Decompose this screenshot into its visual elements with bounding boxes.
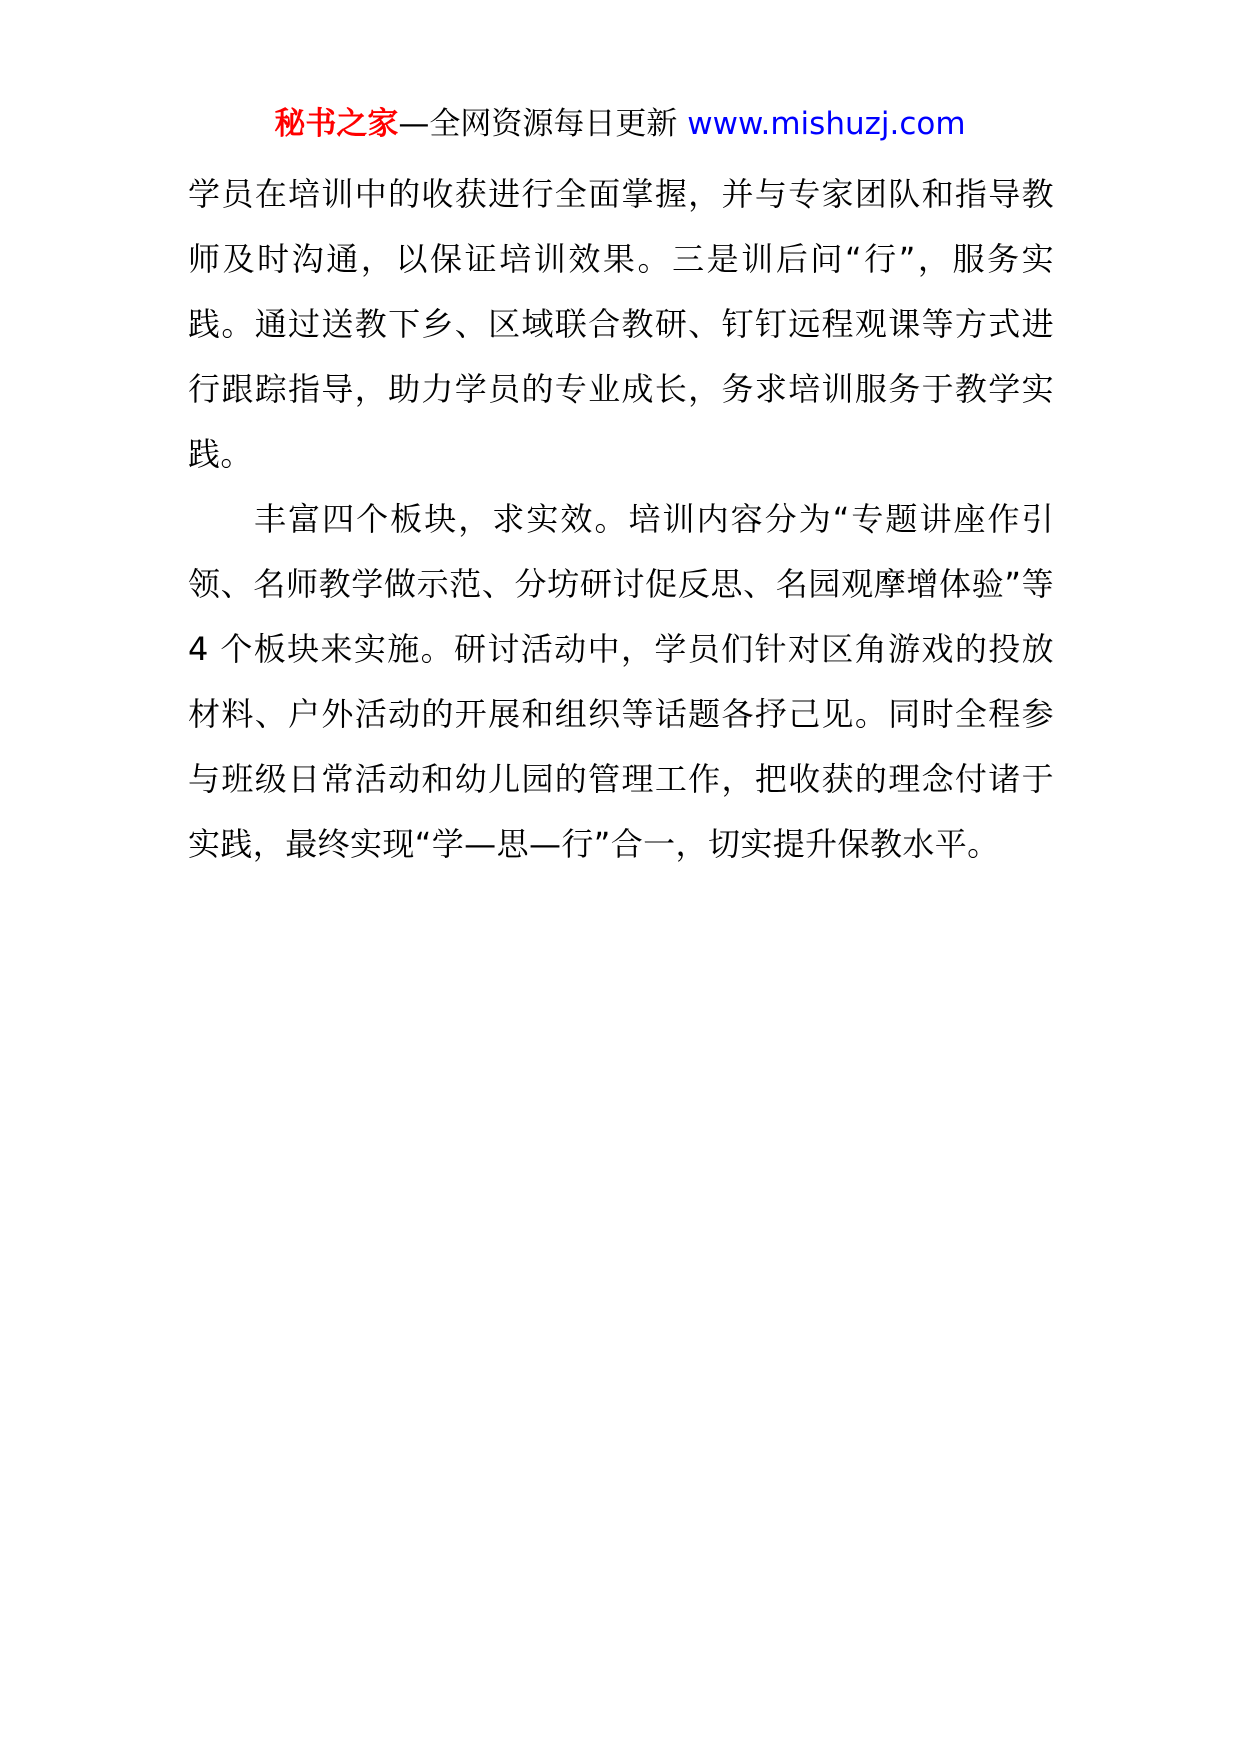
paragraph: 丰富四个板块，求实效。培训内容分为“专题讲座作引领、名师教学做示范、分坊研讨促反思、名园观摩增体验”等 4 个板块来实施。研讨活动中，学员们针对区角游戏的投放材料、户外活动的开展和组织等话题各抒己见。同时全程参与班级日常活动和幼儿园的管理工作，把收获的理念付诸于实践，最终实现“学—思—行”合一，切实提升保教水平。	[188, 500, 1054, 863]
site-brand: 秘书之家	[274, 106, 399, 142]
site-tagline: —全网资源每日更新	[398, 106, 678, 142]
site-url-link[interactable]: www.mishuzj.com	[687, 106, 966, 142]
document-body	[188, 162, 1054, 877]
site-header	[0, 100, 1240, 148]
paragraph-continued: 学员在培训中的收获进行全面掌握，并与专家团队和指导教师及时沟通，以保证培训效果。三是训后问“行”，服务实践。通过送教下乡、区域联合教研、钉钉远程观课等方式进行跟踪指导，助力学员的专业成长，务求培训服务于教学实践。	[188, 175, 1054, 473]
